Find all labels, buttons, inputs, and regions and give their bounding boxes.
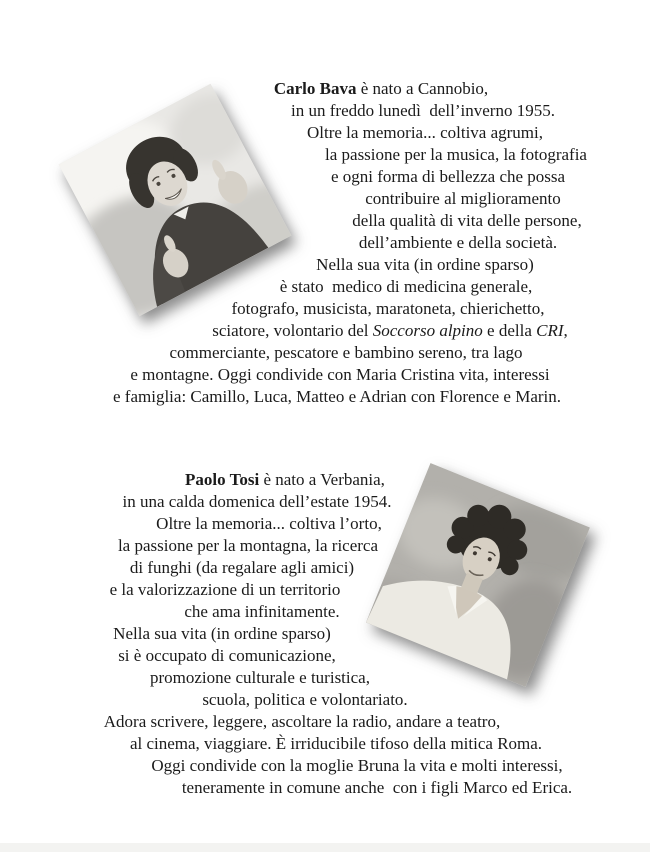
bio-line: dell’ambiente e della società.: [358, 233, 558, 252]
bio-line: si è occupato di comunicazione,: [118, 646, 336, 665]
bio-line: Oggi condivide con la moglie Bruna la vita e molti interessi,: [151, 756, 563, 775]
bio-line: e ogni forma di bellezza che possa: [330, 167, 566, 186]
bio-line: Carlo Bava è nato a Cannobio,: [273, 79, 489, 98]
bio-line: in una calda domenica dell’estate 1954.: [122, 492, 392, 511]
bio-line: Oltre la memoria... coltiva agrumi,: [306, 123, 544, 142]
bio-line: Oltre la memoria... coltiva l’orto,: [156, 514, 382, 533]
bio-line: fotografo, musicista, maratoneta, chierichetto,: [231, 299, 545, 318]
bio-line: e la valorizzazione di un territorio: [109, 580, 341, 599]
bio-line: teneramente in comune anche con i figli Marco ed Erica.: [181, 778, 573, 797]
bio-line: è stato medico di medicina generale,: [279, 277, 533, 296]
bio-line: che ama infinitamente.: [184, 602, 340, 621]
bio-line: Adora scrivere, leggere, ascoltare la radio, andare a teatro,: [103, 712, 501, 731]
bio-line: in un freddo lunedì dell’inverno 1955.: [291, 101, 555, 120]
bio-line: della qualità di vita delle persone,: [352, 211, 582, 230]
bio-line: Nella sua vita (in ordine sparso): [113, 624, 331, 643]
bio-line: la passione per la musica, la fotografia: [325, 145, 587, 164]
bio-line: e famiglia: Camillo, Luca, Matteo e Adrian con Florence e Marin.: [113, 387, 561, 406]
bio-line: la passione per la montagna, la ricerca: [117, 536, 379, 555]
bio-line: contribuire al miglioramento: [365, 189, 561, 208]
bio-line: commerciante, pescatore e bambino sereno, tra lago: [169, 343, 523, 362]
bio-line: al cinema, viaggiare. È irriducibile tifoso della mitica Roma.: [129, 734, 543, 753]
bio-line: promozione culturale e turistica,: [150, 668, 370, 687]
bio-section-paolo: [0, 469, 650, 799]
bio-section-carlo: [0, 0, 650, 408]
bio-line: e montagne. Oggi condivide con Maria Cristina vita, interessi: [130, 365, 550, 384]
bio-line: scuola, politica e volontariato.: [202, 690, 408, 709]
bio-line: Paolo Tosi è nato a Verbania,: [185, 470, 385, 489]
bio-line: sciatore, volontario del Soccorso alpino e della CRI,: [212, 321, 568, 340]
bio-line: Nella sua vita (in ordine sparso): [316, 255, 534, 274]
bio-line: di funghi (da regalare agli amici): [129, 558, 355, 577]
page-bottom-scan-edge: [0, 843, 650, 852]
